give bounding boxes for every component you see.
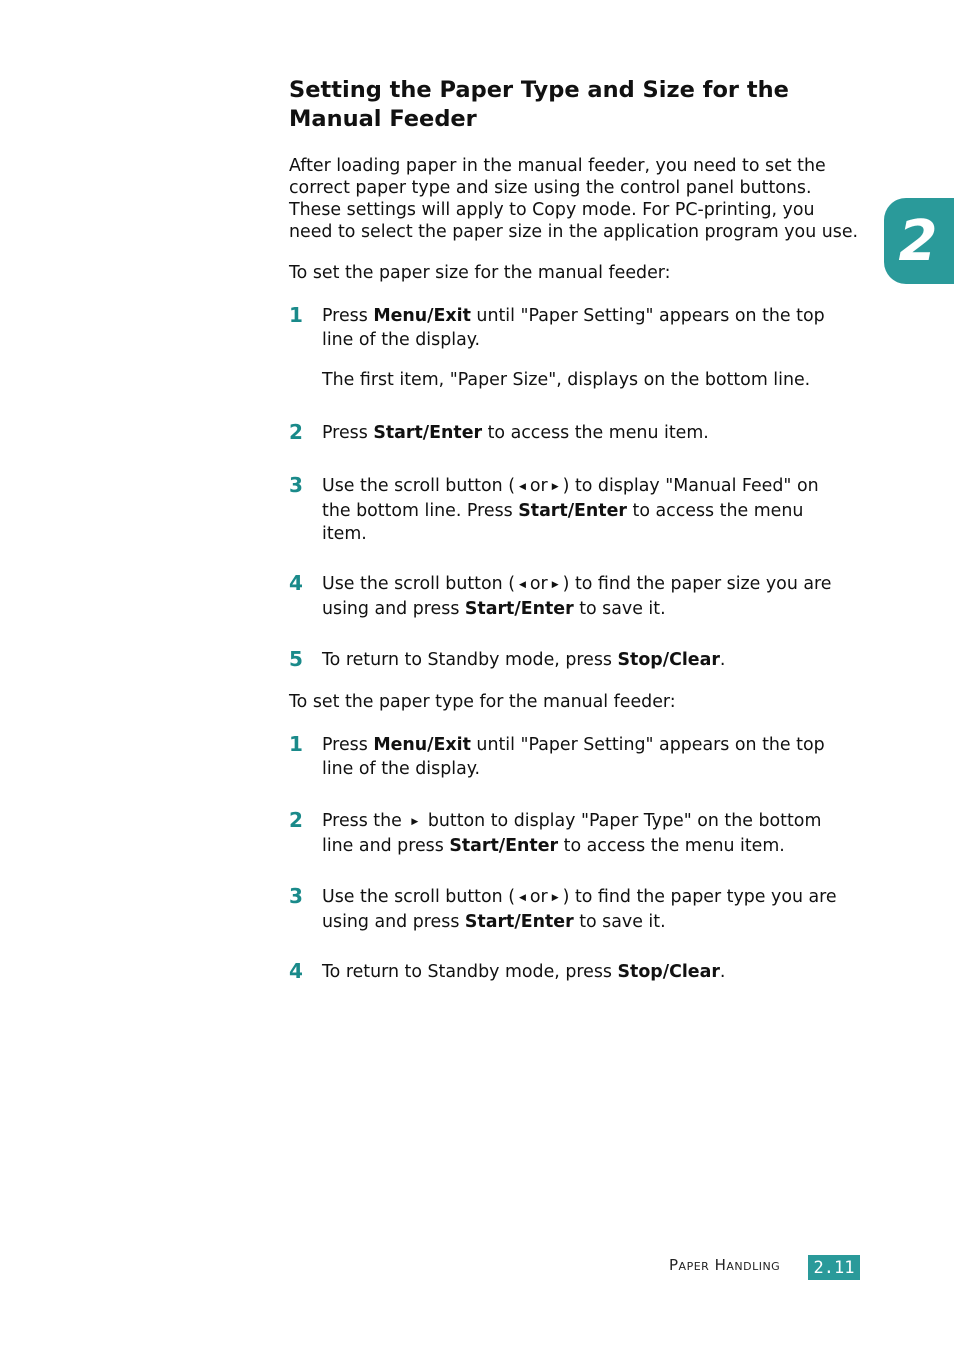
intro-paragraph: After loading paper in the manual feeder, you need to set the correct paper type and size using the control panel buttons. These settings will apply to Copy mode. For PC-printing, you need to select the paper size in the application program you use. bbox=[289, 156, 859, 242]
left-arrow-icon: ◀ bbox=[518, 580, 526, 590]
size-step-4-number: 4 bbox=[289, 571, 303, 595]
type-step-3-number: 3 bbox=[289, 884, 303, 908]
size-step-2-text: Press Start/Enter to access the menu item. bbox=[322, 423, 709, 443]
left-arrow-icon: ◀ bbox=[518, 482, 526, 492]
type-step-1-number: 1 bbox=[289, 732, 303, 756]
right-arrow-icon: ▶ bbox=[551, 482, 559, 492]
type-step-4-number: 4 bbox=[289, 959, 303, 983]
type-step-1-text: Press Menu/Exit until "Paper Setting" appears on the top line of the display. bbox=[322, 735, 825, 779]
type-step-3-text: Use the scroll button ( ◀ or ▶ ) to find the paper type you are using and press Start/Enter to save it. bbox=[322, 887, 837, 932]
size-step-5-number: 5 bbox=[289, 647, 303, 671]
size-step-1-number: 1 bbox=[289, 303, 303, 327]
type-step-4-text: To return to Standby mode, press Stop/Clear. bbox=[322, 962, 726, 982]
right-arrow-icon: ▶ bbox=[551, 893, 559, 903]
chapter-tab: 2 bbox=[884, 198, 954, 284]
size-step-1-text: Press Menu/Exit until "Paper Setting" appears on the top line of the display. bbox=[322, 306, 825, 350]
size-step-3-number: 3 bbox=[289, 473, 303, 497]
right-arrow-icon: ▶ bbox=[411, 817, 419, 827]
footer-section-label: Paper Handling bbox=[669, 1256, 781, 1274]
left-arrow-icon: ◀ bbox=[518, 893, 526, 903]
right-arrow-icon: ▶ bbox=[551, 580, 559, 590]
size-section-lead: To set the paper size for the manual feeder: bbox=[289, 263, 671, 283]
type-step-2-text: Press the ▶ button to display "Paper Type" on the bottom line and press Start/Enter to access the menu item. bbox=[322, 811, 822, 856]
section-heading: Setting the Paper Type and Size for the Manual Feeder bbox=[289, 77, 789, 132]
size-step-3-text: Use the scroll button ( ◀ or ▶ ) to display "Manual Feed" on the bottom line. Press Start/Enter to access the menu item. bbox=[322, 476, 819, 544]
type-step-2-number: 2 bbox=[289, 808, 303, 832]
size-step-4-text: Use the scroll button ( ◀ or ▶ ) to find the paper size you are using and press Start/Enter to save it. bbox=[322, 574, 832, 619]
size-step-2-number: 2 bbox=[289, 420, 303, 444]
page-number: 2.11 bbox=[808, 1255, 860, 1280]
size-step-1-note: The first item, "Paper Size", displays on the bottom line. bbox=[322, 370, 811, 390]
size-step-5-text: To return to Standby mode, press Stop/Clear. bbox=[322, 650, 726, 670]
type-section-lead: To set the paper type for the manual feeder: bbox=[289, 692, 676, 712]
